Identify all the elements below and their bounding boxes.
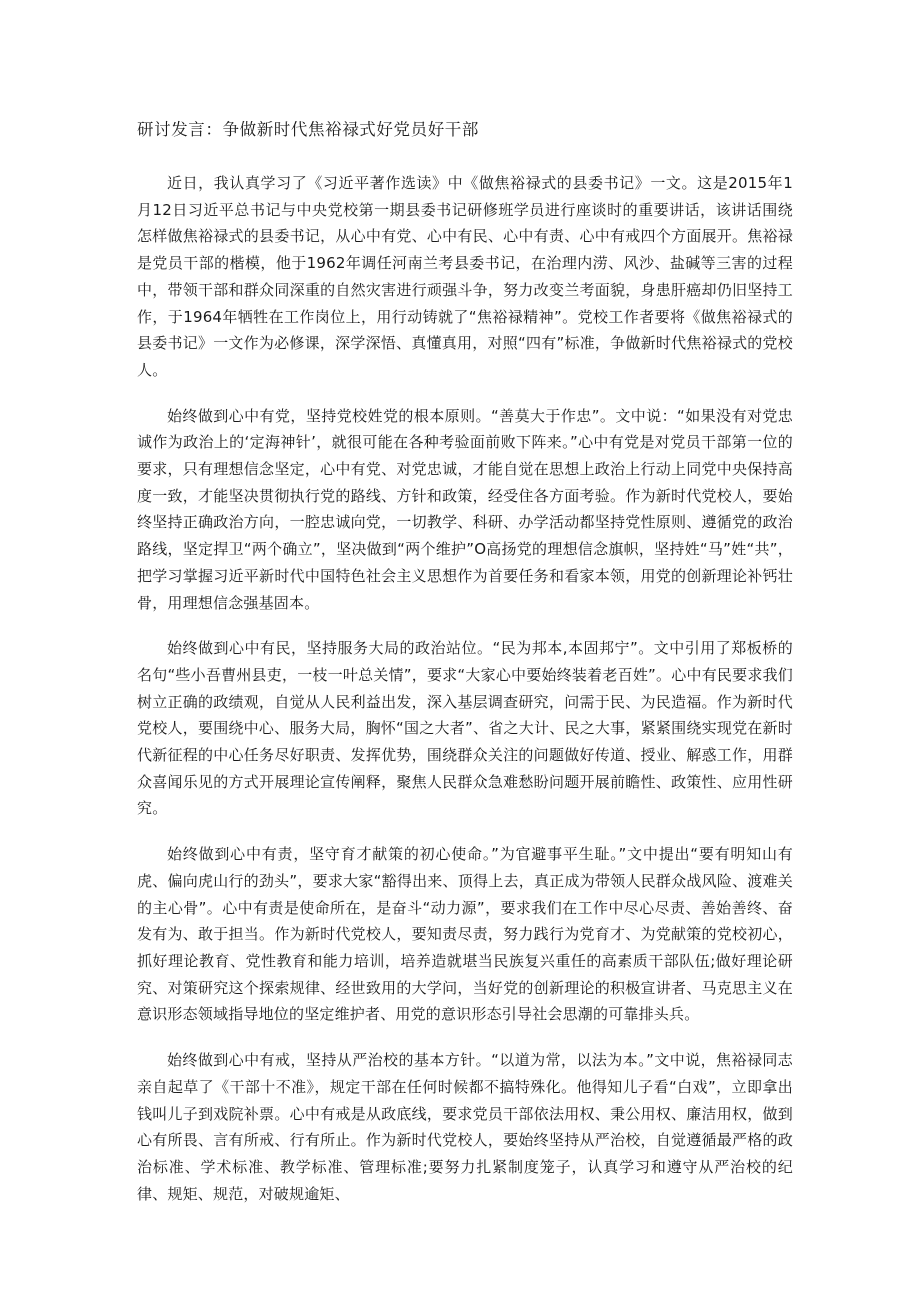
paragraph-intro: 近日，我认真学习了《习近平著作选读》中《做焦裕禄式的县委书记》一文。这是2015年1月12日习近平总书记与中央党校第一期县委书记研修班学员进行座谈时的重要讲话，该讲话围绕怎样做焦裕禄式的县委书记，从心中有党、心中有民、心中有责、心中有戒四个方面展开。焦裕禄是党员干部的楷模，他于1962年调任河南兰考县委书记，在治理内涝、风沙、盐碱等三害的过程中，带领干部和群众同深重的自然灾害进行顽强斗争，努力改变兰考面貌，身患肝癌却仍旧坚持工作，于1964年牺牲在工作岗位上，用行动铸就了“焦裕禄精神”。党校工作者要将《做焦裕禄式的县委书记》一文作为必修课，深学深悟、真懂真用，对照“四有”标准，争做新时代焦裕禄式的党校人。 (137, 174, 793, 379)
document-body (137, 170, 793, 1226)
document-title: 研讨发言：争做新时代焦裕禄式好党员好干部 (137, 120, 479, 139)
paragraph-people: 始终做到心中有民，坚持服务大局的政治站位。“民为邦本,本固邦宁”。文中引用了郑板桥的名句“些小吾曹州县吏，一枝一叶总关情”，要求“大家心中要始终装着老百姓”。心中有民要求我们树立正确的政绩观，自觉从人民利益出发，深入基层调查研究，问需于民、为民造福。作为新时代党校人，要围绕中心、服务大局，胸怀“国之大者”、省之大计、民之大事，紧紧围绕实现党在新时代新征程的中心任务尽好职责、发挥优势，围绕群众关注的问题做好传道、授业、解惑工作，用群众喜闻乐见的方式开展理论宣传阐释，聚焦人民群众急难愁盼问题开展前瞻性、政策性、应用性研究。 (137, 639, 793, 818)
paragraph-responsibility: 始终做到心中有责，坚守育才献策的初心使命。”为官避事平生耻。”文中提出“要有明知山有虎、偏向虎山行的劲头”，要求大家“豁得出来、顶得上去，真正成为带领人民群众战风险、渡难关的主心骨”。心中有责是使命所在，是奋斗“动力源”，要求我们在工作中尽心尽责、善始善终、奋发有为、敢于担当。作为新时代党校人，要知责尽责，努力践行为党育才、为党献策的党校初心，抓好理论教育、党性教育和能力培训，培养造就堪当民族复兴重任的高素质干部队伍;做好理论研究、对策研究这个探索规律、经世致用的大学问，当好党的创新理论的积极宣讲者、马克思主义在意识形态领域指导地位的坚定维护者、用党的意识形态引导社会思潮的可靠排头兵。 (137, 845, 793, 1024)
paragraph-discipline: 始终做到心中有戒，坚持从严治校的基本方针。“以道为常，以法为本。”文中说，焦裕禄同志亲自起草了《干部十不准》，规定干部在任何时候都不搞特殊化。他得知儿子看“白戏”，立即拿出钱叫儿子到戏院补票。心中有戒是从政底线，要求党员干部依法用权、秉公用权、廉洁用权，做到心有所畏、言有所戒、行有所止。作为新时代党校人，要始终坚持从严治校，自觉遵循最严格的政治标准、学术标准、教学标准、管理标准;要努力扎紧制度笼子，认真学习和遵守从严治校的纪律、规矩、规范，对破规逾矩、 (137, 1051, 793, 1203)
paragraph-party: 始终做到心中有党，坚持党校姓党的根本原则。“善莫大于作忠”。文中说：“如果没有对党忠诚作为政治上的‘定海神针’，就很可能在各种考验面前败下阵来。”心中有党是对党员干部第一位的要求，只有理想信念坚定，心中有党、对党忠诚，才能自觉在思想上政治上行动上同党中央保持高度一致，才能坚决贯彻执行党的路线、方针和政策，经受住各方面考验。作为新时代党校人，要始终坚持正确政治方向，一腔忠诚向党，一切教学、科研、办学活动都坚持党性原则、遵循党的政治路线，坚定捍卫“两个确立”，坚决做到“两个维护”O高扬党的理想信念旗帜，坚持姓“马”姓“共”，把学习掌握习近平新时代中国特色社会主义思想作为首要任务和看家本领，用党的创新理论补钙壮骨，用理想信念强基固本。 (137, 406, 793, 612)
